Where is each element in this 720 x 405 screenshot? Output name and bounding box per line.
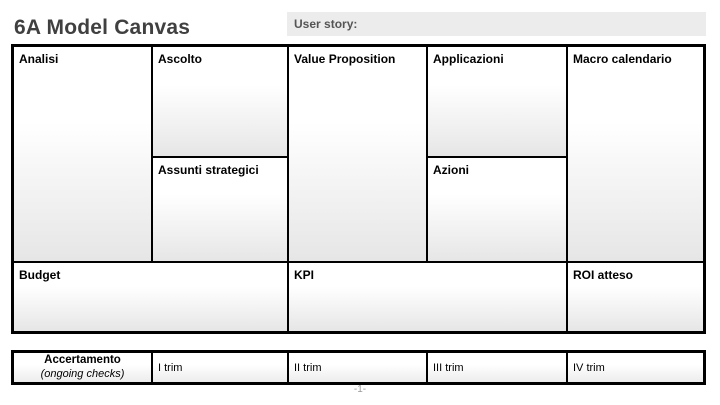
quarter-cell-3[interactable] [428, 353, 568, 382]
cell-budget[interactable] [14, 263, 289, 331]
user-story-label: User story: [294, 17, 358, 31]
cell-ascolto[interactable] [153, 47, 289, 158]
cell-azioni[interactable] [428, 158, 568, 263]
accertamento-subtitle: (ongoing checks) [40, 368, 125, 380]
quarter-cell-4[interactable] [568, 353, 703, 382]
model-canvas [11, 44, 706, 334]
quarter-cell-2[interactable] [289, 353, 428, 382]
cell-label-applicazioni: Applicazioni [433, 52, 504, 66]
cell-label-ascolto: Ascolto [158, 52, 203, 66]
cell-label-assunti-strategici: Assunti strategici [158, 163, 259, 177]
accertamento-header [14, 353, 153, 382]
accertamento-title: Accertamento [44, 354, 121, 366]
cell-roi-atteso[interactable] [568, 263, 703, 331]
quarter-label-4: IV trim [573, 362, 605, 374]
cell-label-value-proposition: Value Proposition [294, 52, 396, 66]
ongoing-checks-row [11, 350, 706, 385]
cell-analisi[interactable] [14, 47, 153, 263]
cell-label-analisi: Analisi [19, 52, 59, 66]
cell-assunti-strategici[interactable] [153, 158, 289, 263]
cell-value-proposition[interactable] [289, 47, 428, 263]
cell-label-roi-atteso: ROI atteso [573, 268, 634, 282]
cell-kpi[interactable] [289, 263, 568, 331]
cell-label-azioni: Azioni [433, 163, 469, 177]
cell-macro-calendario[interactable] [568, 47, 703, 263]
cell-label-kpi: KPI [294, 268, 315, 282]
page-title: 6A Model Canvas [14, 16, 191, 39]
quarter-label-1: I trim [158, 362, 183, 374]
cell-applicazioni[interactable] [428, 47, 568, 158]
quarter-label-3: III trim [433, 362, 464, 374]
cell-label-budget: Budget [19, 268, 61, 282]
quarter-label-2: II trim [294, 362, 322, 374]
user-story-field[interactable] [287, 12, 706, 36]
quarter-cell-1[interactable] [153, 353, 289, 382]
cell-label-macro-calendario: Macro calendario [573, 52, 672, 66]
page-number: -1- [353, 384, 367, 395]
